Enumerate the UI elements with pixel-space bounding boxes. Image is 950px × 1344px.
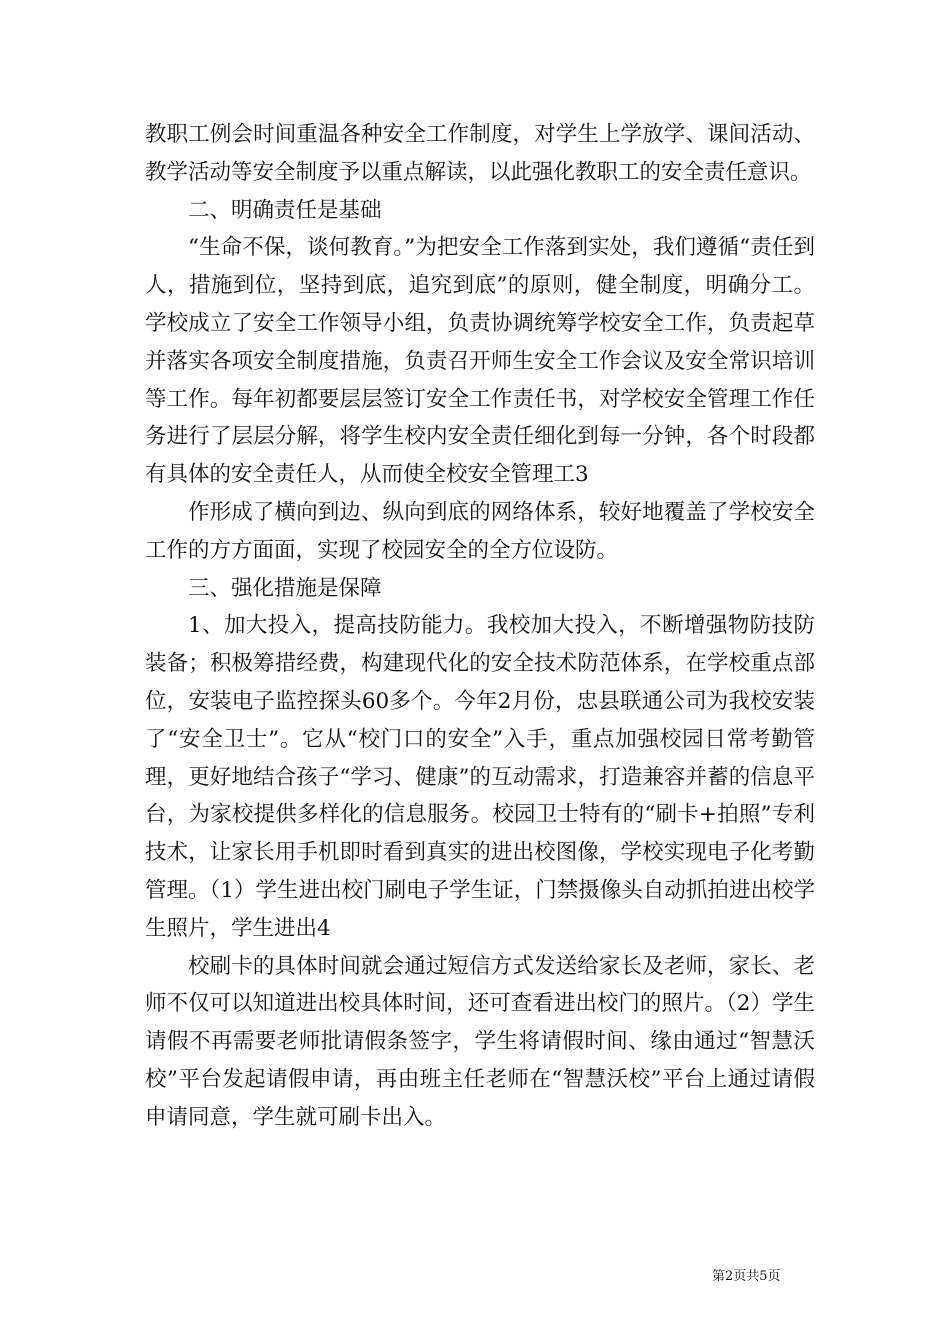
paragraph-attendance: 校刷卡的具体时间就会通过短信方式发送给家长及老师，家长、老师不仅可以知道进出校具体时间，还可查看进出校门的照片。（2）学生请假不再需要老师批请假条签字，学生将请假时间、缘由通过“智慧沃校”平台发起请假申请，再由班主任老师在“智慧沃校”平台上通过请假申请同意，学生就可刷卡出入。	[145, 953, 815, 1130]
page-number: 第2页共5页	[712, 1269, 781, 1284]
paragraph-network: 作形成了横向到边、纵向到底的网络体系，较好地覆盖了学校安全工作的方方面面，实现了校园安全的全方位设防。	[145, 499, 815, 563]
paragraph-investment: 1、加大投入，提高技防能力。我校加大投入，不断增强物防技防装备；积极筹措经费，构建现代化的安全技术防范体系，在学校重点部位，安装电子监控探头60多个。今年2月份，忠县联通公司为我校安装了“安全卫士”。它从“校门口的安全”入手，重点加强校园日常考勤管理，更好地结合孩子“学习、健康”的互动需求，打造兼容并蓄的信息平台，为家校提供多样化的信息服务。校园卫士特有的“刷卡+拍照”专利技术，让家长用手机即时看到真实的进出校图像，学校实现电子化考勤管理。（1）学生进出校门刷电子学生证，门禁摄像头自动抓拍进出校学生照片，学生进出4	[145, 613, 815, 941]
document-body	[145, 116, 815, 1137]
paragraph-continuation: 教职工例会时间重温各种安全工作制度，对学生上学放学、课间活动、教学活动等安全制度予以重点解读，以此强化教职工的安全责任意识。	[145, 122, 815, 185]
paragraph-responsibility: “生命不保，谈何教育。”为把安全工作落到实处，我们遵循“责任到人，措施到位，坚持到底，追究到底”的原则，健全制度，明确分工。学校成立了安全工作领导小组，负责协调统筹学校安全工作，负责起草并落实各项安全制度措施，负责召开师生安全工作会议及安全常识培训等工作。每年初都要层层签订安全工作责任书，对学校安全管理工作任务进行了层层分解，将学生校内安全责任细化到每一分钟，各个时段都有具体的安全责任人，从而使全校安全管理工3	[145, 235, 815, 488]
section-heading-2: 二、明确责任是基础	[188, 197, 382, 223]
section-heading-3: 三、强化措施是保障	[188, 575, 382, 601]
